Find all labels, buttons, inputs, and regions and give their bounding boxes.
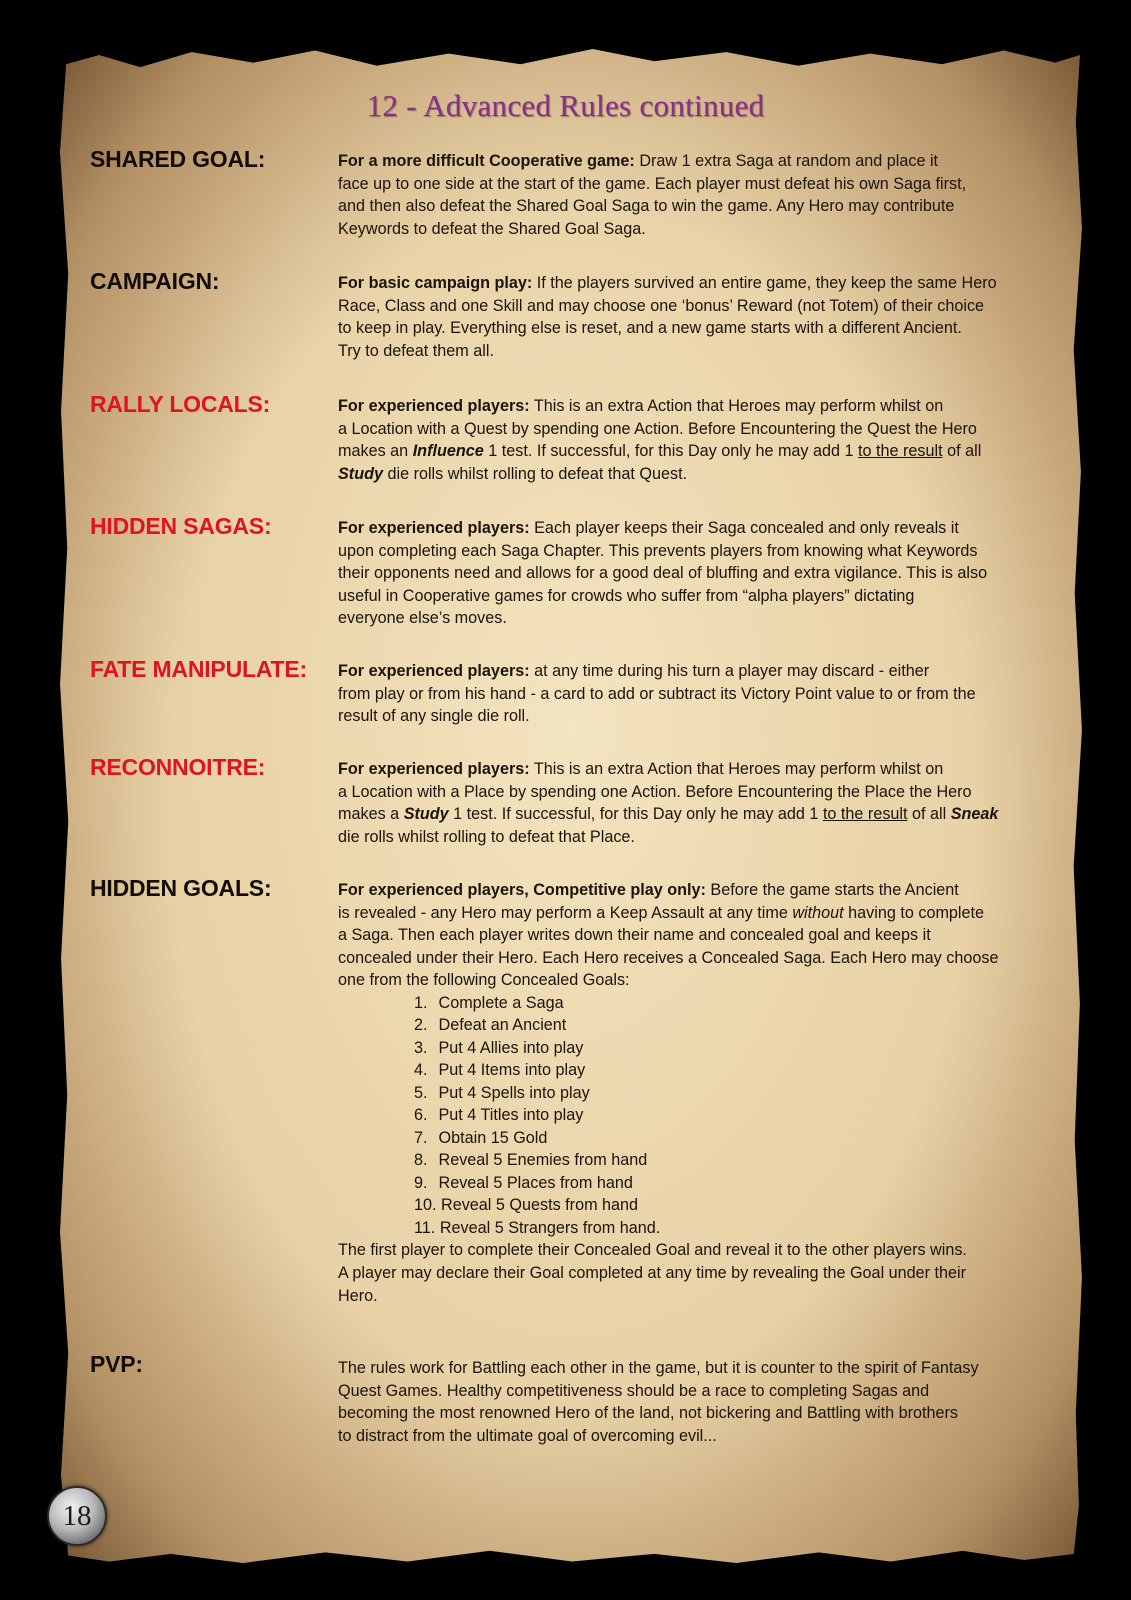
rule-text-line: The rules work for Battling each other in the game, but it is counter to the spirit of Fantasy	[338, 1359, 979, 1377]
rule-heading: RALLY LOCALS:	[90, 391, 271, 417]
rule-lead: For experienced players:	[338, 760, 530, 778]
rule-text-line: makes a Study 1 test. If successful, for this Day only he may add 1 to the result of all Sneak	[338, 805, 999, 824]
list-item: 4. Put 4 Items into play	[414, 1061, 586, 1080]
keyword-influence: Influence	[412, 442, 484, 461]
rule-heading: CAMPAIGN:	[90, 268, 220, 294]
rule-text-line: a Location with a Quest by spending one Action. Before Encountering the Quest the Hero	[338, 419, 977, 438]
rule-body	[338, 660, 1048, 728]
page-title: 12 - Advanced Rules continued	[366, 88, 765, 123]
list-item: 7. Obtain 15 Gold	[414, 1128, 548, 1147]
list-item: 9. Reveal 5 Places from hand	[414, 1173, 633, 1192]
rule-text-line: result of any single die roll.	[338, 707, 530, 726]
rule-lead: For basic campaign play:	[338, 274, 533, 292]
rule-text-line: Study die rolls whilst rolling to defeat that Quest.	[338, 464, 688, 483]
rule-heading: SHARED GOAL:	[90, 146, 266, 172]
rule-text-line: their opponents need and allows for a good deal of bluffing and extra vigilance. This is also	[338, 564, 988, 583]
rule-heading: HIDDEN GOALS:	[90, 875, 272, 901]
rule-text-line: Each player keeps their Saga concealed and only reveals it	[529, 519, 959, 537]
rule-text-line: Before the game starts the Ancient	[705, 881, 959, 899]
rule-text-line: Keywords to defeat the Shared Goal Saga.	[338, 219, 646, 238]
list-item: 2. Defeat an Ancient	[414, 1016, 567, 1035]
rule-body	[338, 150, 1048, 240]
rule-text-line: to distract from the ultimate goal of overcoming evil...	[338, 1426, 717, 1445]
list-item: 5. Put 4 Spells into play	[414, 1083, 590, 1102]
list-item: 6. Put 4 Titles into play	[414, 1106, 584, 1125]
keyword-study: Study	[403, 805, 449, 824]
rule-heading: PVP:	[90, 1351, 143, 1377]
rule-text-line: A player may declare their Goal completed at any time by revealing the Goal under their	[338, 1264, 967, 1283]
rule-text-line: Quest Games. Healthy competitiveness should be a race to completing Sagas and	[338, 1381, 930, 1400]
list-item: 1. Complete a Saga	[414, 993, 564, 1012]
rule-text-line: to keep in play. Everything else is reset, and a new game starts with a different Ancient.	[338, 319, 962, 338]
rule-text-line: is revealed - any Hero may perform a Keep Assault at any time without having to complete	[338, 903, 985, 922]
rule-heading: FATE MANIPULATE:	[90, 656, 307, 682]
rule-text-line: concealed under their Hero. Each Hero receives a Concealed Saga. Each Hero may choose	[338, 948, 999, 967]
page-number-badge	[47, 1486, 107, 1546]
list-item: 10. Reveal 5 Quests from hand	[414, 1196, 639, 1215]
keyword-study: Study	[338, 464, 383, 483]
rule-lead: For experienced players:	[338, 397, 530, 415]
rule-text-line: Try to defeat them all.	[338, 341, 494, 360]
concealed-goals-list	[338, 992, 1048, 1240]
rule-text-line: and then also defeat the Shared Goal Saga to win the game. Any Hero may contribute	[338, 197, 955, 216]
rule-text-line: becoming the most renowned Hero of the land, not bickering and Battling with brothers	[338, 1404, 958, 1423]
rule-text-line: upon completing each Saga Chapter. This prevents players from knowing what Keywords	[338, 541, 978, 560]
rule-text-line: one from the following Concealed Goals:	[338, 971, 630, 990]
rule-body	[338, 879, 1048, 1307]
page-number: 18	[62, 1499, 92, 1532]
rule-lead: For a more difficult Cooperative game:	[338, 152, 635, 170]
list-item: 3. Put 4 Allies into play	[414, 1038, 584, 1057]
rule-text-line: a Location with a Place by spending one Action. Before Encountering the Place the Hero	[338, 782, 972, 801]
rule-text-line: die rolls whilst rolling to defeat that Place.	[338, 827, 635, 846]
list-item: 8. Reveal 5 Enemies from hand	[414, 1151, 648, 1170]
rule-text-line: This is an extra Action that Heroes may perform whilst on	[529, 760, 944, 778]
rule-text-line: at any time during his turn a player may discard - either	[529, 662, 930, 680]
rule-heading: RECONNOITRE:	[90, 754, 266, 780]
rule-text-line: Hero.	[338, 1286, 378, 1305]
rule-text-line: makes an Influence 1 test. If successful, for this Day only he may add 1 to the result of all	[338, 442, 982, 461]
rule-text-line: face up to one side at the start of the game. Each player must defeat his own Saga first,	[338, 174, 967, 193]
rule-text-line: If the players survived an entire game, they keep the same Hero	[532, 274, 997, 292]
rule-text-line: Draw 1 extra Saga at random and place it	[634, 152, 939, 170]
rule-text-line: This is an extra Action that Heroes may perform whilst on	[529, 397, 944, 415]
rule-body	[338, 517, 1048, 630]
rule-text-line: a Saga. Then each player writes down their name and concealed goal and keeps it	[338, 926, 931, 945]
keyword-sneak: Sneak	[950, 805, 999, 824]
rule-body	[338, 395, 1048, 485]
rule-body	[338, 758, 1048, 848]
rule-text-line: The first player to complete their Concealed Goal and reveal it to the other players wins.	[338, 1241, 967, 1260]
list-item: 11. Reveal 5 Strangers from hand.	[414, 1218, 661, 1237]
rule-body	[338, 272, 1048, 362]
rule-text-line: useful in Cooperative games for crowds who suffer from “alpha players” dictating	[338, 586, 915, 605]
rule-text-line: from play or from his hand - a card to add or subtract its Victory Point value to or from the	[338, 684, 976, 703]
rule-body	[338, 1357, 1048, 1447]
rule-text-line: Race, Class and one Skill and may choose one ‘bonus’ Reward (not Totem) of their choice	[338, 296, 985, 315]
rule-lead: For experienced players:	[338, 519, 530, 537]
rule-lead: For experienced players:	[338, 662, 530, 680]
rule-heading: HIDDEN SAGAS:	[90, 513, 272, 539]
rule-text-line: everyone else’s moves.	[338, 609, 507, 628]
emphasis-without: without	[792, 903, 844, 922]
rule-lead: For experienced players, Competitive play only:	[338, 881, 706, 899]
